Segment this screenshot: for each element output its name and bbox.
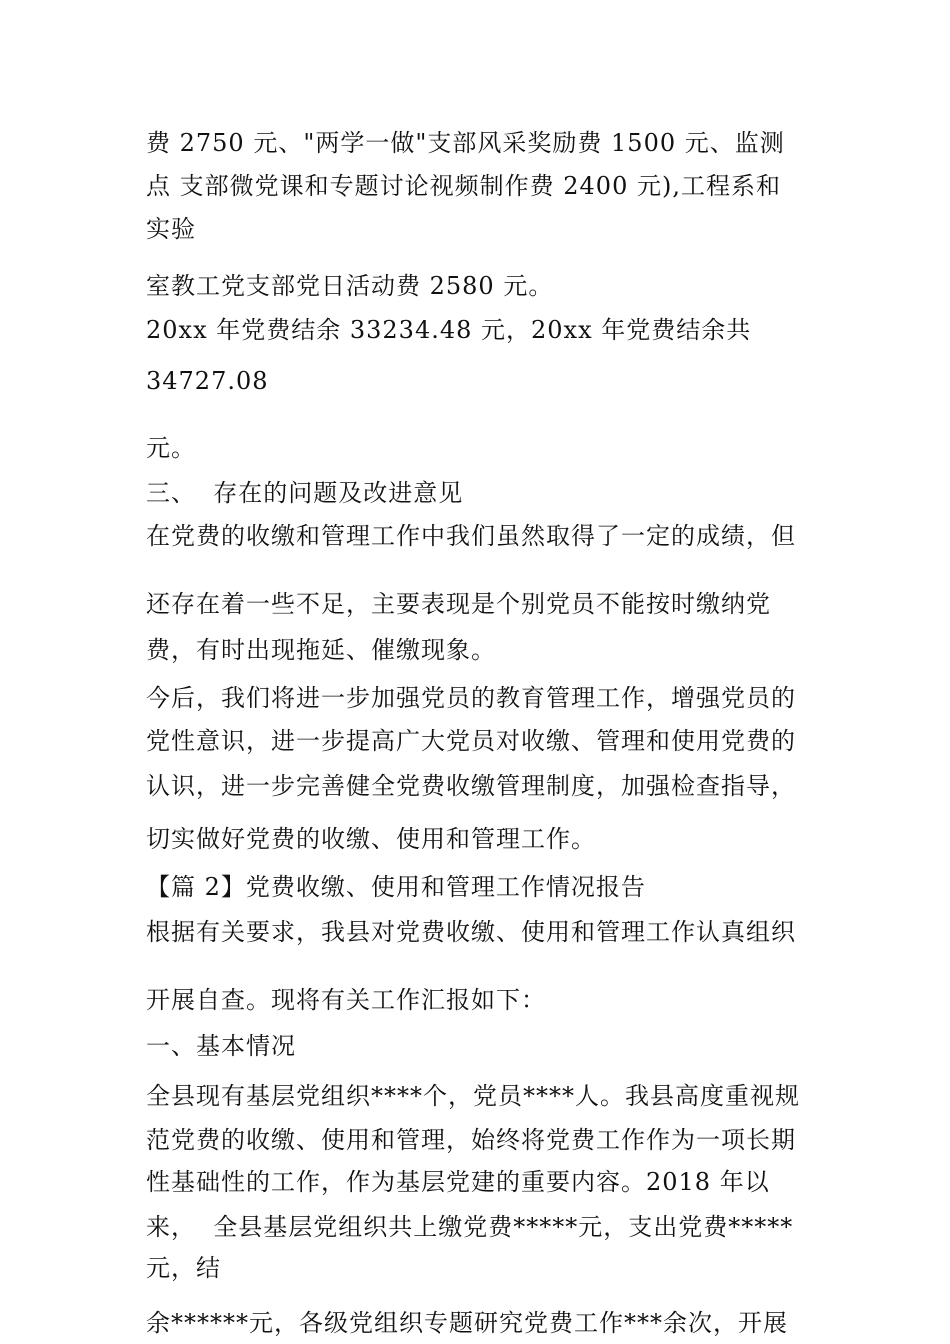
text-line: 点 支部微党课和专题讨论视频制作费 2400 元),工程系和: [146, 172, 781, 200]
text-line: 今后，我们将进一步加强党员的教育管理工作，增强党员的: [146, 684, 796, 712]
text-line: 范党费的收缴、使用和管理，始终将党费工作作为一项长期: [146, 1126, 796, 1154]
text-line: 实验: [146, 215, 196, 243]
text-line: 来， 全县基层党组织共上缴党费*****元，支出党费*****: [146, 1213, 794, 1241]
text-line: 元，结: [146, 1254, 221, 1282]
text-line: 余******元，各级党组织专题研究党费工作***余次，开展: [146, 1309, 788, 1337]
text-line: 性基础性的工作，作为基层党建的重要内容。2018 年以: [146, 1168, 770, 1196]
text-line: 费，有时出现拖延、催缴现象。: [146, 636, 496, 664]
text-line: 切实做好党费的收缴、使用和管理工作。: [146, 825, 596, 853]
text-line: 根据有关要求，我县对党费收缴、使用和管理工作认真组织: [146, 918, 796, 946]
text-line: 34727.08: [146, 367, 269, 395]
text-line: 元。: [146, 434, 196, 462]
text-line: 认识，进一步完善健全党费收缴管理制度，加强检查指导，: [146, 772, 796, 800]
text-line: 还存在着一些不足，主要表现是个别党员不能按时缴纳党: [146, 590, 771, 618]
text-line: 室教工党支部党日活动费 2580 元。: [146, 272, 554, 300]
section-heading: 三、 存在的问题及改进意见: [146, 479, 464, 507]
text-line: 开展自查。现将有关工作汇报如下：: [146, 986, 546, 1014]
text-line: 党性意识，进一步提高广大党员对收缴、管理和使用党费的: [146, 727, 796, 755]
text-line: 20xx 年党费结余 33234.48 元，20xx 年党费结余共: [146, 316, 752, 344]
text-line: 在党费的收缴和管理工作中我们虽然取得了一定的成绩，但: [146, 522, 796, 550]
section-heading: 一、基本情况: [146, 1032, 296, 1060]
section-title: 【篇 2】党费收缴、使用和管理工作情况报告: [146, 873, 646, 901]
text-line: 费 2750 元、"两学一做"支部风采奖励费 1500 元、监测: [146, 129, 785, 157]
text-line: 全县现有基层党组织****个，党员****人。我县高度重视规: [146, 1082, 800, 1110]
